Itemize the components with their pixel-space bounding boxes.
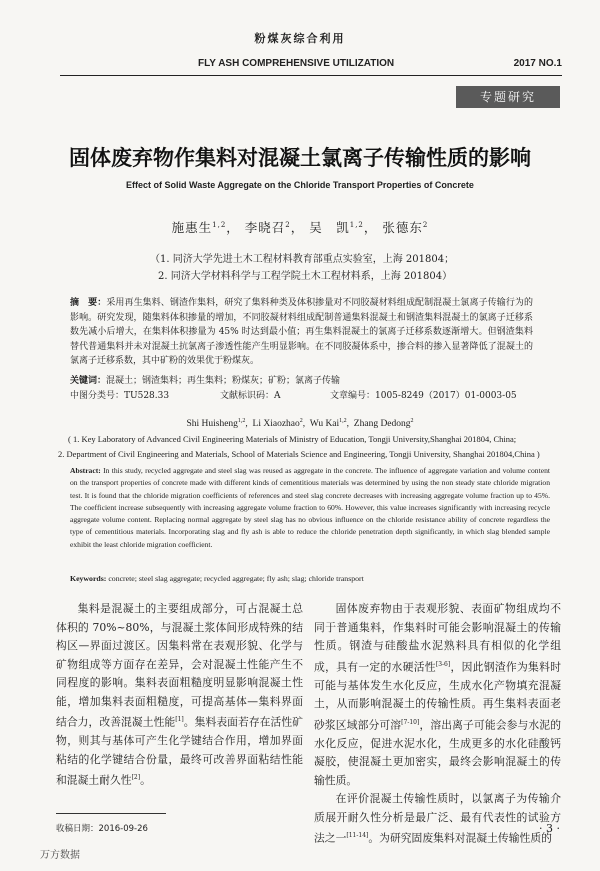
abstract-en-label: Abstract: bbox=[70, 466, 101, 475]
author-name: 张德东 bbox=[382, 220, 423, 235]
body-text: ，溶出离子可能会参与水泥的水化反应，促进水泥水化，生成更多的水化硅酸钙凝胶，使混凝土更加密实，最终会影响混凝土的传输性质。 bbox=[314, 718, 561, 787]
journal-name-cn: 粉煤灰综合利用 bbox=[254, 32, 346, 45]
article-number: 文章编号：1005-8249（2017）01-0003-05 bbox=[330, 391, 517, 401]
abstract-cn-label: 摘 要： bbox=[70, 298, 107, 308]
authors-en: Shi Huisheng$^{1,2}$, Li Xiaozhao$^2$, Wu Kai$^{1,2}$, Zhang Dedong$^2$ bbox=[186, 418, 414, 430]
author-affil-mark: 2 bbox=[422, 220, 429, 229]
body-text: 。 bbox=[140, 773, 151, 787]
author-name: Shi Huisheng bbox=[186, 419, 238, 430]
article-title-cn: 固体废弃物作集料对混凝土氯离子传输性质的影响 bbox=[69, 145, 531, 170]
abstract-cn-text: 采用再生集料、钢渣作集料，研究了集料种类及体积掺量对不同胶凝材料组成配制混凝土氯离子传输行为的影响。研究发现，随集料体积掺量的增加，不同胶凝材料组成配制普通集料混凝土和钢渣集料混凝土的氯离子迁移系数先减小后增大，在集料体积掺量为 45% 时达到最小值；再生集料混凝土的氯离子迁移系数逐渐增大。但钢渣集料替代普通集料并未对混凝土抗氯离子渗透性能产生明显影响。在不同胶凝体系中，掺合料的掺入显著降低了混凝土的氯离子迁移系数，其中矿粉的效果优于粉煤灰。 bbox=[70, 298, 533, 366]
article-title-en: Effect of Solid Waste Aggregate on the Chloride Transport Properties of Concrete bbox=[126, 180, 474, 190]
body-text: ，因此钢渣作为集料时可能与基体发生水化反应，生成水化产物填充混凝土，从而影响混凝土的传输性质。再生集料表面老砂浆区域部分可溶 bbox=[314, 660, 562, 732]
abstract-cn bbox=[70, 296, 533, 369]
author-affil-mark: 1,2 bbox=[339, 418, 347, 424]
body-text: 。为研究固废集料对混凝土传输性质的 bbox=[368, 831, 552, 845]
citation: [2] bbox=[131, 774, 141, 782]
watermark: 万方数据 bbox=[40, 850, 80, 861]
author-affil-mark: 2 bbox=[299, 418, 303, 424]
author-affil-mark: 1,2 bbox=[212, 220, 227, 229]
author-affil-mark: 2 bbox=[285, 220, 291, 229]
body-text: 。集料表面若存在活性矿物，则其与基体可产生化学键结合作用，增加界面粘结的化学键结合份量，最终可改善界面粘结性能和混凝土耐久性 bbox=[56, 715, 303, 787]
section-badge: 专题研究 bbox=[456, 86, 560, 108]
author-affil-mark: 1,2 bbox=[349, 220, 364, 229]
keywords-cn-text: 混凝土；钢渣集料；再生集料；粉煤灰；矿粉；氯离子传输 bbox=[106, 376, 341, 386]
affiliation-en-2: 2. Department of Civil Engineering and Materials, School of Materials Science and Engineering, Tongji University, Shanghai 201804,China ) bbox=[58, 449, 540, 459]
keywords-cn-label: 关键词： bbox=[70, 376, 107, 386]
received-date-footnote: 收稿日期：2016-09-26 bbox=[56, 824, 148, 834]
clc-number: 中图分类号：TU528.33 bbox=[70, 391, 170, 401]
affiliation-cn-2: 2. 同济大学材料科学与工程学院土木工程材料系，上海 201804） bbox=[158, 271, 453, 282]
keywords-en bbox=[70, 574, 364, 583]
keywords-en-text: concrete; steel slag aggregate; recycled aggregate; fly ash; slag; chloride transport bbox=[108, 574, 364, 583]
author-name: Li Xiaozhao bbox=[252, 419, 300, 430]
footnote-rule bbox=[56, 813, 166, 814]
header-rule bbox=[60, 75, 562, 76]
affiliation-cn-1: （1. 同济大学先进土木工程材料教育部重点实验室，上海 201804； bbox=[150, 254, 455, 265]
body-paragraph bbox=[314, 790, 561, 848]
author-name: Wu Kai bbox=[309, 419, 340, 430]
author-name: 吴 凯 bbox=[309, 220, 350, 235]
keywords-en-label: Keywords: bbox=[70, 574, 107, 583]
citation: [7-10] bbox=[401, 718, 420, 726]
issue-number: 2017 NO.1 bbox=[513, 58, 562, 69]
author-name: 李晓召 bbox=[244, 220, 286, 235]
citation: [11-14] bbox=[346, 832, 369, 840]
body-text: 在评价混凝土传输性质时，以氯离子为传输介质展开耐久性分析是最广泛、最有代表性的试验方法之一 bbox=[314, 792, 561, 845]
body-column-left bbox=[56, 600, 303, 790]
author-affil-mark: 1,2 bbox=[237, 418, 246, 424]
abstract-en bbox=[70, 465, 550, 551]
keywords-cn bbox=[70, 373, 340, 386]
journal-name-en: FLY ASH COMPREHENSIVE UTILIZATION bbox=[198, 58, 395, 69]
citation: [1] bbox=[175, 716, 184, 723]
author-name: 施惠生 bbox=[171, 220, 213, 235]
author-name: Zhang Dedong bbox=[353, 419, 411, 430]
body-text: 固体废弃物由于表观形貌、表面矿物组成均不同于普通集料，作集料时可能会影响混凝土的传输性质。钢渣与硅酸盐水泥熟料具有相似的化学组成，具有一定的水硬活性 bbox=[314, 602, 561, 674]
citation: [3-6] bbox=[435, 660, 451, 668]
author-affil-mark: 2 bbox=[410, 418, 414, 424]
body-paragraph bbox=[56, 600, 303, 790]
body-text: 集料是混凝土的主要组成部分，可占混凝土总体积的 70%~80%，与混凝土浆体间形成特殊的结构区—界面过渡区。因集料常在表观形貌、化学与矿物组成等方面存在差异，会对混凝土性能产生不同程度的影响。集料表面粗糙度明显影响混凝土性能，增加集料表面粗糙度，可提高基体—集料界面结合力，改善混凝土性能 bbox=[56, 602, 303, 729]
document-code: 文献标识码：A bbox=[220, 391, 281, 401]
body-paragraph bbox=[314, 600, 561, 790]
page-number: · 3 · bbox=[539, 822, 560, 835]
authors-cn: 施惠生$^{1,2}$， 李晓召$^2$， 吴 凯$^{1,2}$， 张德东$^2$ bbox=[171, 220, 429, 235]
affiliation-en-1: ( 1. Key Laboratory of Advanced Civil Engineering Materials of Ministry of Education, Tongji University,Shanghai 201804, China; bbox=[68, 434, 517, 444]
body-column-right bbox=[314, 600, 561, 848]
abstract-en-text: In this study, recycled aggregate and steel slag was reused as aggregate in the concrete. The influence of aggregate variation and volume content on the transport properties of concrete made with different kinds of cementitious materials was determined by using the non steady state chloride migration test. It is found that the chloride migration coefficients of references and steel slag concrete decreases with increasing aggregate volume fraction up to 45%. The coefficient increase subsequently with increasing aggregate volume fraction to 60%. However, this value increases significantly with increasing recycle aggregate volume content. Replacing normal aggregate by steel slag has no obvious influence on the chloride resistance ability of concrete regardless the type of cementitious materials. Incorporating slag and fly ash is able to reduce the chloride penetration depth significantly, in which slag blended sample exhibit the least chloride migration coefficient. bbox=[70, 466, 550, 549]
